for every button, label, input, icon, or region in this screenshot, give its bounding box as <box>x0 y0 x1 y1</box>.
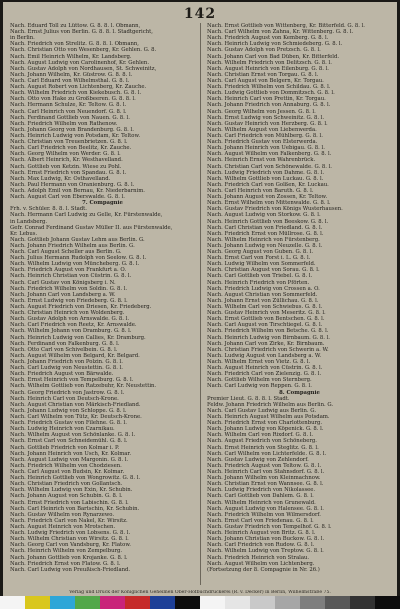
company-heading: 8. Compagnie <box>279 389 320 396</box>
right-column-entry: Nach. Heinrich Carl von Prettin, Kr. Torgau. <box>207 96 326 103</box>
right-column-entry: Nach. Carl Gottlieb von Dahlem. G. 8. l. <box>207 493 314 500</box>
left-column-entry: Nach. Carl Friedrich von Beelitz, Kr. Zauche. <box>10 145 132 152</box>
right-column-entry: Nach. Friedrich Wilhelm von Wilmersdorf. <box>207 511 321 518</box>
left-column-entry: Nach. Heinrich Carl von Deutsch-Krone. <box>10 395 119 402</box>
right-column-entry: Nach. August Heinrich von Eilenburg. G. 8. l. <box>207 65 329 72</box>
right-column-entry: Nach. August Christian von Sommerfeld. <box>207 291 318 298</box>
left-column-entry: in Berlin. <box>10 35 35 42</box>
left-column-entry: Nach. Friedrich August von Bärwalde. <box>10 371 114 378</box>
right-column-entry: Nach. Johann Ernst von Züllichau. G. 8. l. <box>207 297 319 304</box>
right-column-entry: Nach. Ernst Heinrich von Steglitz. G. 8. l. <box>207 444 319 451</box>
document-page <box>3 2 397 606</box>
right-column-entry: Premier Lieut. G. 8. 8. l. Stadt. <box>207 395 290 402</box>
right-column-entry: Nach. Heinrich Ludwig von Birnbaum. G. 8. l. <box>207 334 330 341</box>
right-column-entry: Nach. Christian Ernst von Torgau. G. 8. l. <box>207 71 319 78</box>
left-column-entry: Nach. August Robert von Lichtenberg, Kr. Zauche. <box>10 84 147 91</box>
right-column-entry: Nach. Carl August von Tirschtiegel. G. 8. l. <box>207 322 323 329</box>
right-column-entry: Nach. August Wilhelm von Lichtenberg. <box>207 560 315 567</box>
calibration-swatch <box>100 596 125 609</box>
right-column-entry: Nach. Wilhelm Heinrich von Fürstenberg. <box>207 236 320 243</box>
left-column-entry: Nach. August Wilhelm von Belgard, Kr. Belgard. <box>10 352 140 359</box>
left-column-entry: Nach. Ernst Heinrich von Tempelburg. G. 8. l. <box>10 377 134 384</box>
right-column-entry: Nach. Wilhelm Carl von Schwiebus. G. 8. l. <box>207 304 323 311</box>
left-column-entry: Nach. Heinrich Wilhelm von Zempelburg. <box>10 548 123 555</box>
left-column-entry: Nach. Carl August von Budsin, Kr. Kolmar. <box>10 468 125 475</box>
right-column-entry: Nach. Georg August von Guben. G. 8. l. <box>207 249 314 256</box>
right-column-entry: Nach. Gustav Heinrich von Herzberg. G. 8. l. <box>207 120 328 127</box>
right-column-entry: Nach. Heinrich Friedrich von Pförten. <box>207 279 310 286</box>
left-column-entry: Nach. Carl Ludwig von Neustettin. G. 8. l. <box>10 365 123 372</box>
right-column-entry: Nach. Ludwig Wilhelm von Sommerfeld. <box>207 261 316 268</box>
right-column-entry: Nach. August Wilhelm von Falkenberg. G. 8. l. <box>207 151 332 158</box>
color-calibration-strip <box>0 596 400 609</box>
left-column-entry: Nach. Wilhelm Friedrich von Kiekebusch. G. 8. l. <box>10 90 142 97</box>
right-column-entry: Nach. Carl Gustav Ludwig aus Berlin. G. <box>207 407 317 414</box>
left-column-entry: Nach. Carl Eduard von Wilhelmsthal. G. 8. l. <box>10 77 130 84</box>
right-column-entry: Nach. Johann Carl von Bad Düben, Kr. Bitterfeld. <box>207 53 340 60</box>
right-column-entry: Nach. Carl Friedrich von Mühlberg. G. 8. l. <box>207 132 323 139</box>
left-column-entry: Nach. Friedrich Gustav von Filehne. G. 8. l. <box>10 420 127 427</box>
right-column-entry: Nach. Ernst Gottlieb von Bentschen. G. 8. l. <box>207 316 325 323</box>
left-column-entry: Nach. August Ludwig von Margonin. G. 8. l. <box>10 456 129 463</box>
left-column-entry: Nach. Friedrich Wilhelm von Rathenow. <box>10 120 118 127</box>
left-column-entry: Nach. Johann Heinrich von Usch, Kr. Kolmar. <box>10 450 132 457</box>
left-column-entry: Nach. Heinrich Gottlieb von Wongrowitz. G. 8. l. <box>10 475 141 482</box>
right-column-entry: Nach. Gottlieb Wilhelm von Sternberg. <box>207 377 312 384</box>
right-column-entry: Nach. Carl Wilhelm von Zahna, Kr. Wittenberg. G. 8. l. <box>207 29 354 36</box>
calibration-swatch <box>275 596 300 609</box>
calibration-swatch <box>25 596 50 609</box>
right-column-entry: (Fortsetzung der 8. Compagnie in Nr. 26.) <box>207 566 320 573</box>
left-column-entry: Nach. Gustav Adolph von Nordhausen, St. Schweinitz, <box>10 65 157 72</box>
left-column-entry: Nach. Ferdinand von Falkenburg. G. 8. l. <box>10 340 120 347</box>
left-column-entry: Nach. Ernst Ludwig von Friedeberg. G. 8. l. <box>10 297 128 304</box>
left-column-entry: Nach. August Carl von Eberswalde. G. 8. l. <box>10 194 125 201</box>
calibration-swatch <box>50 596 75 609</box>
right-column-entry: Nach. Friedrich Ernst von Charlottenburg. <box>207 420 323 427</box>
left-column-entry: Nach. Hermann Schulze, Kr. Teltow. G. 8. l. <box>10 102 127 109</box>
calibration-swatch <box>200 596 225 609</box>
left-column-entry: Frh. v. Schüler. 8. 8. l. Stadt. <box>10 206 87 213</box>
left-column-entry: Nach. Ernst Friedrich von Spandau. G. 8. l. <box>10 169 127 176</box>
right-column-entry: Nach. Ludwig Friedrich von Nikolassee. <box>207 487 316 494</box>
left-column-entry: Nach. Georg Wilhelm von Werder. G. 8. l. <box>10 151 121 158</box>
right-column-entry: Nach. Gustav Heinrich von Meseritz. G. 8. l. <box>207 310 326 317</box>
right-column-entry: Nach. Johann Christian von Buckow. G. 8. l. <box>207 536 325 543</box>
left-column-entry: Nach. Wilhelm Ludwig von Müncheberg. G. 8. l. <box>10 261 140 268</box>
left-column-entry: Nach. Albert Heinrich, Kr. Westhavelland. <box>10 157 123 164</box>
left-column-entry: Nach. Heinrich Ludwig von Potsdam, Kr. Teltow. <box>10 132 141 139</box>
left-column-entry: Nach. Adolph Emil von Bernau, Kr. Niederbarnim. <box>10 187 145 194</box>
left-column-entry: Nach. August Ludwig von Carolinenhof, Kr. Gehlen. <box>10 59 149 66</box>
right-column-entry: Nach. Friedrich Carl von Golßen, Kr. Luckau. <box>207 181 329 188</box>
right-column-entry: Nach. Friedrich Wilhelm von Betsche. G. 8. l. <box>207 328 329 335</box>
left-column-entry: Nach. Wilhelm Johann von Dramburg. G. 8. l. <box>10 328 132 335</box>
left-column-entry: Nach. Johann Friedrich Wilhelm aus Berlin. G. <box>10 242 135 249</box>
right-column-entry: Nach. Heinrich Ludwig von Schmiedeberg. G. 8. l. <box>207 41 343 48</box>
right-column-entry: Nach. Heinrich August von Britz. G. 8. l. <box>207 530 316 537</box>
right-column-entry: Nach. Friedrich Ernst von Müllrose. G. 8. l. <box>207 230 324 237</box>
left-column-entry: Nach. Carl Friedrich von Reetz, Kr. Arnswalde. <box>10 322 137 329</box>
left-column-entry: Nach. Hermann Carl Ludwig zu Gelle, Kr. Fürstenwalde, <box>10 212 163 219</box>
left-column-entry: Nach. Christian Friedrich von Gollantsch. <box>10 481 123 488</box>
right-column-entry: Nach. Gustav Friedrich von Tempelhof. G. 8. l. <box>207 523 332 530</box>
left-column-entry: Nach. Ernst Carl von Schneidemühl. G. 8. l. <box>10 438 128 445</box>
right-column-entry: Nach. Ernst Carl von Friedenau. G. 8. l. <box>207 517 314 524</box>
right-column-entry: Nach. Friedrich Gustav von Elsterwerda. <box>207 139 318 146</box>
right-column-entry: Nach. Wilhelm Carl von Rixdorf. G. 8. l. <box>207 432 314 439</box>
left-column-entry: Nach. Johann August von Schubin. G. 8. l. <box>10 493 123 500</box>
right-column-entry: Nach. Wilhelm August von Liebenwerda. <box>207 126 317 133</box>
left-column-entry: Nach. Carl Heinrich von Neuendorf. G. 8. l. <box>10 108 127 115</box>
left-column-entry: Nach. Johann Ludwig von Schloppe. G. 8. l. <box>10 407 127 414</box>
right-column-entry: Nach. Ludwig Gottlieb von Dommitzsch. G. 8. l. <box>207 90 335 97</box>
right-column-entry: Nach. Ernst Gottlieb von Wittenberg, Kr. Bitterfeld. G. 8. l. <box>207 23 365 29</box>
left-column-entry: Nach. Julius Hermann Rudolph von Seelow. G. 8. l. <box>10 255 147 262</box>
right-column-entry: Nach. Wilhelm Gottlieb von Luckau. G. 8. l. <box>207 175 324 182</box>
left-column-entry: Nach. Carl Wilhelm von Tütz, Kr. Deutsch-Krone. <box>10 414 142 420</box>
right-column-entry: Nach. Ernst Carl von Forst i. L. G. 8. l. <box>207 255 311 262</box>
left-column-entry: Nach. Eduard Toll zu Lüttow. G. 8. 8. l. Obmann, <box>10 23 141 29</box>
right-column-entry: Nach. Ludwig Friedrich von Dahme. G. 8. l. <box>207 169 325 176</box>
calibration-swatch <box>0 596 25 609</box>
left-column-entry: Nach. Friedrich Ernst von Flatow. G. 8. l. <box>10 560 121 567</box>
left-column-entry: Nach. Ernst Julius von Berlin. G. 8. 8. l. Stadtgericht, <box>10 29 153 36</box>
left-column-entry: Nach. Wilhelm Christian von Wirsitz. G. 8. l. <box>10 536 129 543</box>
left-column-entry: Nach. Carl Gustav von Königsberg i. N. <box>10 279 116 286</box>
left-column-entry: Nach. Friedrich Wilhelm von Soldin. G. 8. l. <box>10 285 128 292</box>
right-column-entry: Nach. Gustav Ludwig von Zehlendorf. <box>207 456 309 463</box>
left-column-entry: Nach. Friedrich Carl von Nakel, Kr. Wirsitz. <box>10 517 128 524</box>
right-column-entry: Nach. Friedrich August von Kemberg. G. 8. l. <box>207 35 329 42</box>
right-column-entry: Nach. Johann Wilhelm von Kleinmachnow. <box>207 475 321 482</box>
imprint-footer: Verlag und Druck der Königlichen Geheimen Ober-Hofbuchdruckerei (R. v. Decker) in Berlin, Wilhelmstraße 75. <box>69 590 331 595</box>
right-column-entry: Nach. Christian August von Sorau. G. 8. l. <box>207 267 320 274</box>
left-column-entry: Nach. August Heinrich von Mrotschen. <box>10 523 116 530</box>
calibration-swatch <box>350 596 375 609</box>
right-column-entry: Nach. Johann Friedrich von Annaburg. G. 8. l. <box>207 102 331 109</box>
left-column-entry: Nach. Christian Otto von Wesenberg, Kr. Gehlen. G. 8. <box>10 47 157 54</box>
calibration-swatch <box>300 596 325 609</box>
left-column-entry: Nach. Christian Heinrich von Woldenberg. <box>10 310 125 317</box>
right-column-entry: Nach. Friedrich Heinrich von Stralau. <box>207 554 310 561</box>
left-column-entry: Nach. Johann Georg von Brandenburg. G. 8. l. <box>10 126 134 133</box>
left-column-entry: Nach. Ludwig Heinrich von Czarnikau. <box>10 426 115 433</box>
left-column-entry: Nach. Carl Ludwig von Preußisch-Friedland. <box>10 566 131 573</box>
left-column-entry: Nach. Johann Gottlieb von Krojanke. G. 8. l. <box>10 554 128 561</box>
right-column-entry: Nach. Wilhelm Ludwig von Treptow. G. 8. l. <box>207 548 324 555</box>
right-column-entry: Nach. Wilhelm Friedrich von Delitzsch. G. 8. l. <box>207 59 332 66</box>
left-column-entry: Nach. Otto von Hake zu Großbeeren. G. 8. 8. l. <box>10 96 136 103</box>
right-column-entry: Nach. Heinrich Ernst von Wahrenbrück. <box>207 157 316 164</box>
left-column-entry: Nach. Friedrich von Strelitz. G. 8. 8. l. Obmann, <box>10 41 139 48</box>
right-column-entry: Nach. Heinrich Carl von Stahnsdorf. G. 8. l. <box>207 468 325 475</box>
page-number: 142 <box>183 6 217 22</box>
right-column-entry: Nach. Ludwig August von Landsberg a. W. <box>207 352 322 359</box>
left-column-entry: Nach. Friedrich Wilhelm von Chodziesen. <box>10 462 122 469</box>
right-column-entry: Nach. Carl Christian von Friedland. G. 8. l. <box>207 224 323 231</box>
left-column-entry: Kr. Lebus. <box>10 230 38 237</box>
left-column-entry: Nach. Gustav Adolph von Arnswalde. G. 8. l. <box>10 316 130 323</box>
calibration-swatch <box>75 596 100 609</box>
right-column-entry: Nach. August Friedrich von Schöneberg. <box>207 438 317 445</box>
right-column-entry: Nach. Carl August von Belgern, Kr. Torgau. <box>207 77 324 84</box>
left-column-entry: Nach. Wilhelm Gottlieb von Ratzebuhr, Kr. Neustettin. <box>10 383 157 390</box>
right-column-entry: Nach. Carl Friedrich von Rudow. G. 8. l. <box>207 542 315 549</box>
left-column-entry: in Landsberg. <box>10 218 48 225</box>
calibration-swatch <box>325 596 350 609</box>
right-column-entry: Nach. Christian Carl von Schönewalde. G. 8. l. <box>207 163 332 170</box>
right-column-entry: Nach. Christian Ernst von Wannsee. G. 8. l. <box>207 481 324 488</box>
company-heading: 7. Compagnie <box>82 200 123 207</box>
left-column-entry: Nach. Johann Carl von Landsberg a. W. <box>10 291 116 298</box>
right-column-entry: Nach. Johann Ludwig von Neuzelle. G. 8. l. <box>207 242 323 249</box>
column-divider <box>200 23 201 585</box>
right-column-entry: Nach. Heinrich Gottlieb von Beeskow. G. 8. l. <box>207 218 329 225</box>
left-column-entry: Nach. Carl Heinrich von Bartschin, Kr. Schubin. <box>10 505 140 512</box>
right-column-entry: Nach. Wilhelm Heinrich von Grunewald. <box>207 499 316 506</box>
right-column-entry: Nach. Carl Wilhelm von Lichterfelde. G. 8. l. <box>207 450 327 457</box>
right-column-entry: Nach. August Ludwig von Halensee. G. 8. l. <box>207 505 324 512</box>
right-column-entry: Nach. Ernst Wilhelm von Mittenwalde. G. 8. l. <box>207 200 331 207</box>
right-column-entry: Feldw. Johann Friedrich Wilhelm aus Berlin. G. <box>207 401 334 408</box>
right-column-entry: Nach. Friedrich Carl von Zielenzig. G. 8. l. <box>207 371 322 378</box>
left-column-entry: Nach. Johann Friedrich von Polzin. G. 8. l. <box>10 359 123 366</box>
calibration-swatch <box>375 596 400 609</box>
left-column-entry: Nach. Georg Carl von Vandsburg, Kr. Flatow. <box>10 542 131 549</box>
left-column-entry: Nach. Max Ludwig, Kr. Osthavelland. <box>10 175 111 182</box>
calibration-swatch <box>250 596 275 609</box>
calibration-swatch <box>150 596 175 609</box>
left-column-entry: Nach. Christian von Treuenbrietzen. G. 8. l. <box>10 139 128 146</box>
calibration-swatch <box>175 596 200 609</box>
right-column-entry: Nach. Johann August von Zossen, Kr. Teltow. <box>207 194 328 201</box>
right-column-entry: Nach. Wilhelm Ernst von Vietz. G. 8. l. <box>207 359 311 366</box>
right-column-entry: Nach. Johann Carl von Zirke, Kr. Birnbaum. <box>207 340 325 347</box>
left-column-entry: Nach. Heinrich Christian von Cüstrin. G. 8. l. <box>10 273 132 280</box>
left-column <box>10 23 195 587</box>
right-column-entry: Nach. Friedrich Wilhelm von Schildau. G. 8. l. <box>207 84 331 91</box>
right-column-entry: Nach. Gustav Adolph von Pretzsch. G. 8. l. <box>207 47 321 54</box>
right-column-entry: Nach. Friedrich Ludwig von Crossen a. O. <box>207 285 320 292</box>
left-column-entry: Nach. Ferdinand Gottlieb von Nauen. G. 8. l. <box>10 114 130 121</box>
right-column-entry: Nach. Heinrich August Wilhelm aus Potsdam. <box>207 414 330 420</box>
right-column-entry: Nach. August Ludwig von Storkow. G. 8. l. <box>207 212 321 219</box>
right-column-entry: Nach. Johann Heinrich von Uebigau. G. 8. l. <box>207 145 325 152</box>
left-column-entry: Nach. Heinrich Ludwig von Callies, Kr. Dramburg. <box>10 334 146 341</box>
left-column-entry: Nach. Gottlieb von Ketzin. Wiese zu Pohl. <box>10 163 122 170</box>
left-column-entry: Nach. Gustav Wilhelm von Rynarzewo. <box>10 511 115 518</box>
left-column-entry: Nach. Otto Carl von Schivelbein. G. 8. l. <box>10 346 118 353</box>
left-column-entry: Nach. Wilhelm Ludwig von Exin, Kr. Schubin. <box>10 487 133 494</box>
right-column-entry: Nach. Ernst Ludwig von Schweinitz. G. 8. l. <box>207 114 325 121</box>
left-column-entry: Nach. Gottlieb Johann Gustav Lehm aus Berlin. G. <box>10 236 145 243</box>
right-column-entry: Nach. Georg Wilhelm von Jessen. G. 8. l. <box>207 108 316 115</box>
left-column-entry: Nach. Georg Friedrich von Jastrow. G. 8. l. <box>10 389 125 396</box>
left-column-entry: Nach. Paul Hermann von Oranienburg. G. 8. l. <box>10 181 135 188</box>
right-column-entry: Nach. August Heinrich von Cüstrin. G. 8. l. <box>207 365 323 372</box>
right-column-entry: Nach. Johann Ludwig von Köpenick. G. 8. l. <box>207 426 324 433</box>
right-column-entry: Nach. Carl Gottlieb von Triebel. G. 8. l. <box>207 273 313 280</box>
left-column-entry: Gefr. Conrad Ferdinand Gustav Müller II. aus Fürstenwalde, <box>10 224 173 231</box>
right-column-entry: Nach. Christian Friedrich von Schwerin a. W. <box>207 346 329 353</box>
right-column-entry: Nach. Carl Ludwig von Reppen. G. 8. l. <box>207 383 312 390</box>
left-column-entry: Nach. Friedrich August von Frankfurt a. O. <box>10 267 127 274</box>
left-column-entry: Nach. Ernst Friedrich von Labischin. G. 8. l. <box>10 499 129 506</box>
left-column-entry: Nach. August Friedrich von Driesen, Kr. Friedeberg. <box>10 304 152 311</box>
calibration-swatch <box>225 596 250 609</box>
right-column-entry: Nach. Friedrich August von Teltow. G. 8. l. <box>207 462 322 469</box>
left-column-entry: Nach. Johann Wilhelm, Kr. Güstrow. G. 8. 8. l. <box>10 71 133 78</box>
left-column-entry: Nach. Emil Heinrich Wilhelm, Kr. Landsberg. <box>10 53 132 60</box>
right-column <box>207 23 392 587</box>
left-column-entry: Nach. Wilhelm August von Schönlanke. G. 8. l. <box>10 432 136 439</box>
right-column-entry: Nach. Carl Heinrich von Baruth. G. 8. l. <box>207 187 314 194</box>
right-column-entry: Nach. Gustav Friedrich von Königs Wusterhausen. <box>207 206 343 213</box>
left-column-entry: Nach. Carl August Scheller aus Berlin. G. <box>10 249 122 256</box>
left-column-entry: Nach. August Christian von Märkisch-Friedland. <box>10 401 141 408</box>
calibration-swatch <box>125 596 150 609</box>
left-column-entry: Nach. Gottlieb Friedrich von Kolmar i. P. <box>10 444 120 451</box>
left-column-entry: Nach. Ludwig Friedrich von Lobsens. G. 8. l. <box>10 530 131 537</box>
